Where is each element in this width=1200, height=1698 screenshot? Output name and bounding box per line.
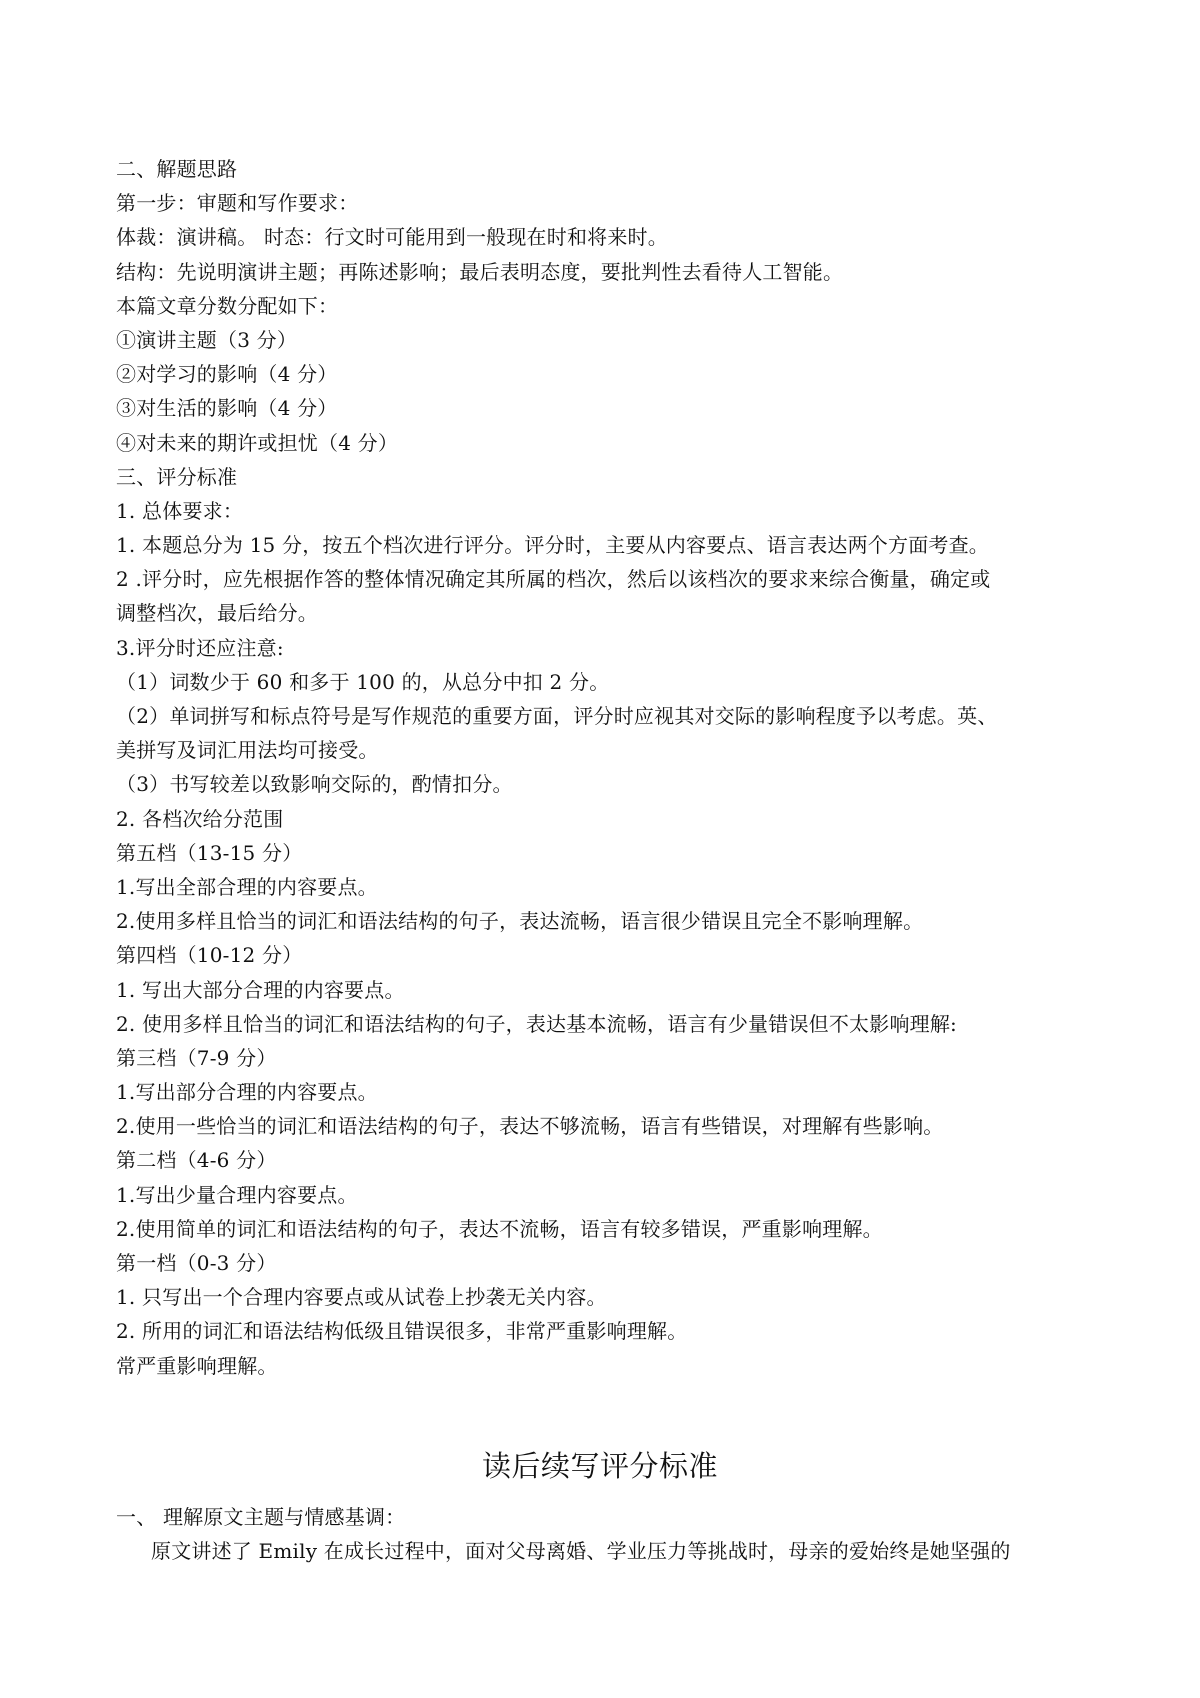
band-5-title: 第五档（13-15 分） bbox=[116, 840, 303, 865]
point-4: ④对未来的期许或担忧（4 分） bbox=[116, 430, 399, 455]
band-3-item-1: 1.写出部分合理的内容要点。 bbox=[116, 1080, 378, 1105]
note-1: （1）词数少于 60 和多于 100 的，从总分中扣 2 分。 bbox=[116, 669, 610, 694]
theme-paragraph: 原文讲述了 Emily 在成长过程中，面对父母离婚、学业压力等挑战时，母亲的爱始终是她坚强的 bbox=[151, 1539, 1011, 1563]
continuation-writing-title: 读后续写评分标准 bbox=[481, 1449, 718, 1483]
band-2-title: 第二档（4-6 分） bbox=[116, 1148, 277, 1173]
score-distribution: 本篇文章分数分配如下： bbox=[116, 293, 339, 318]
band-1-title: 第一档（0-3 分） bbox=[116, 1251, 277, 1275]
band-1-trailing: 常严重影响理解。 bbox=[116, 1353, 278, 1378]
continuation-section bbox=[116, 1500, 1116, 1568]
structure: 结构：先说明演讲主题；再陈述影响；最后表明态度，要批判性去看待人工智能。 bbox=[116, 259, 844, 284]
point-3: ③对生活的影响（4 分） bbox=[116, 396, 338, 421]
step-one: 第一步：审题和写作要求： bbox=[116, 191, 359, 216]
band-3-title: 第三档（7-9 分） bbox=[116, 1045, 277, 1070]
band-1-item-2: 2. 所用的词汇和语法结构低级且错误很多，非常严重影响理解。 bbox=[116, 1319, 688, 1344]
note-2a: （2）单词拼写和标点符号是写作规范的重要方面，评分时应视其对交际的影响程度予以考虑。英、 bbox=[116, 704, 998, 728]
general-requirements: 1. 总体要求： bbox=[116, 498, 244, 523]
heading-criteria: 三、评分标准 bbox=[116, 464, 238, 489]
heading-approach: 二、解题思路 bbox=[116, 157, 238, 181]
requirement-2b: 调整档次，最后给分。 bbox=[116, 601, 318, 626]
note-3: （3）书写较差以致影响交际的，酌情扣分。 bbox=[116, 772, 513, 797]
band-3-item-2: 2.使用一些恰当的词汇和语法结构的句子，表达不够流畅，语言有些错误，对理解有些影响。 bbox=[116, 1114, 944, 1139]
band-2-item-2: 2.使用简单的词汇和语法结构的句子，表达不流畅，语言有较多错误，严重影响理解。 bbox=[116, 1216, 883, 1241]
requirement-3: 3.评分时还应注意: bbox=[116, 635, 284, 660]
requirement-2a: 2 .评分时，应先根据作答的整体情况确定其所属的档次，然后以该档次的要求来综合衡量，确定或 bbox=[116, 567, 991, 592]
score-ranges-heading: 2. 各档次给分范围 bbox=[116, 806, 284, 831]
scoring-section bbox=[116, 152, 1116, 1383]
band-4-item-1: 1. 写出大部分合理的内容要点。 bbox=[116, 977, 405, 1002]
point-2: ②对学习的影响（4 分） bbox=[116, 362, 338, 387]
band-4-item-2: 2. 使用多样且恰当的词汇和语法结构的句子，表达基本流畅，语言有少量错误但不太影响理解: bbox=[116, 1011, 957, 1036]
genre-tense: 体裁：演讲稿。 时态：行文时可能用到一般现在时和将来时。 bbox=[116, 225, 668, 250]
note-2b: 美拼写及词汇用法均可接受。 bbox=[116, 738, 379, 763]
band-5-item-1: 1.写出全部合理的内容要点。 bbox=[116, 874, 378, 899]
point-1: ①演讲主题（3 分） bbox=[116, 327, 298, 352]
theme-heading: 一、 理解原文主题与情感基调： bbox=[116, 1505, 406, 1529]
requirement-1: 1. 本题总分为 15 分，按五个档次进行评分。评分时，主要从内容要点、语言表达两个方面考查。 bbox=[116, 533, 990, 558]
band-1-item-1: 1. 只写出一个合理内容要点或从试卷上抄袭无关内容。 bbox=[116, 1285, 607, 1310]
band-2-item-1: 1.写出少量合理内容要点。 bbox=[116, 1182, 358, 1207]
band-4-title: 第四档（10-12 分） bbox=[116, 943, 303, 968]
band-5-item-2: 2.使用多样且恰当的词汇和语法结构的句子，表达流畅，语言很少错误且完全不影响理解。 bbox=[116, 909, 924, 934]
